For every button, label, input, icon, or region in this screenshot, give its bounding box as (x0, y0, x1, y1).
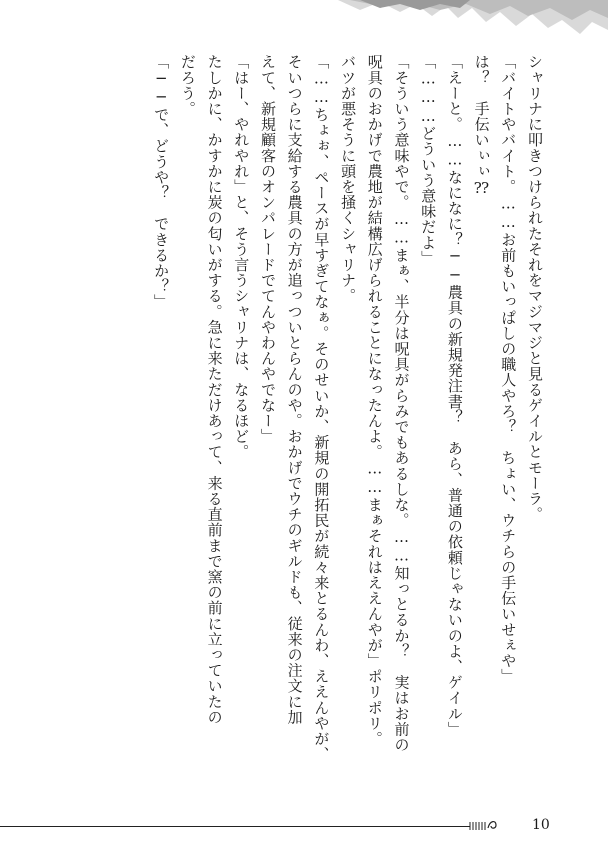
text-line: 「………どういう意味だよ」 (419, 54, 438, 266)
text-line: 「……ちょぉ、ペースが早すぎてなぁ。そのせいか、新規の開拓民が続々来とるんわ、ええんやが、 (312, 54, 331, 762)
text-line: 呪具のおかげで農地が結構広げられることになったんよ。……まぁそれはええんやが」ポリポリ。 (365, 54, 384, 747)
text-line: は？ 手伝いぃぃ⁇ (472, 54, 491, 198)
text-line: そいつらに支給する農具の方が追っついとらんのや。おかげでウチのギルドも、従来の注文に加 (285, 54, 304, 725)
vertical-text-body (108, 54, 548, 794)
footer-ornament-icon (468, 818, 498, 832)
text-line: だろう。 (178, 54, 197, 117)
page-number: 10 (532, 817, 550, 833)
text-line: 「バイトやバイト。……お前もいっぱしの職人やろ？ ちょい、ウチらの手伝いせぇや」 (499, 54, 518, 684)
torn-paper-edge (210, 0, 608, 48)
text-line: 「──で、どうや？ できるか？」 (152, 54, 171, 310)
text-line: シャリナに叩きつけられたそれをマジマジと見るゲイルとモーラ。 (526, 54, 544, 522)
footer-rule (0, 826, 470, 827)
text-line: 「はー、やれやれ」と、そう言うシャリナは、なるほど。 (232, 54, 251, 460)
text-line: 「そういう意味やで。……まぁ、半分は呪具がらみでもあるしな。……知っとるか？ 実はお前の (392, 54, 411, 753)
text-line: たしかに、かすかに炭の匂いがする。急に来ただけあって、来る直前まで窯の前に立っていたの (205, 54, 224, 725)
text-line: えて、新規顧客のオンパレードでてんやわんやでなー」 (258, 54, 277, 444)
text-line: バツが悪そうに頭を掻くシャリナ。 (339, 54, 358, 304)
text-line: 「えーと。……なになに？──農具の新規発注書？ あら、普通の依頼じゃないのよ、ゲイル」 (445, 54, 464, 737)
